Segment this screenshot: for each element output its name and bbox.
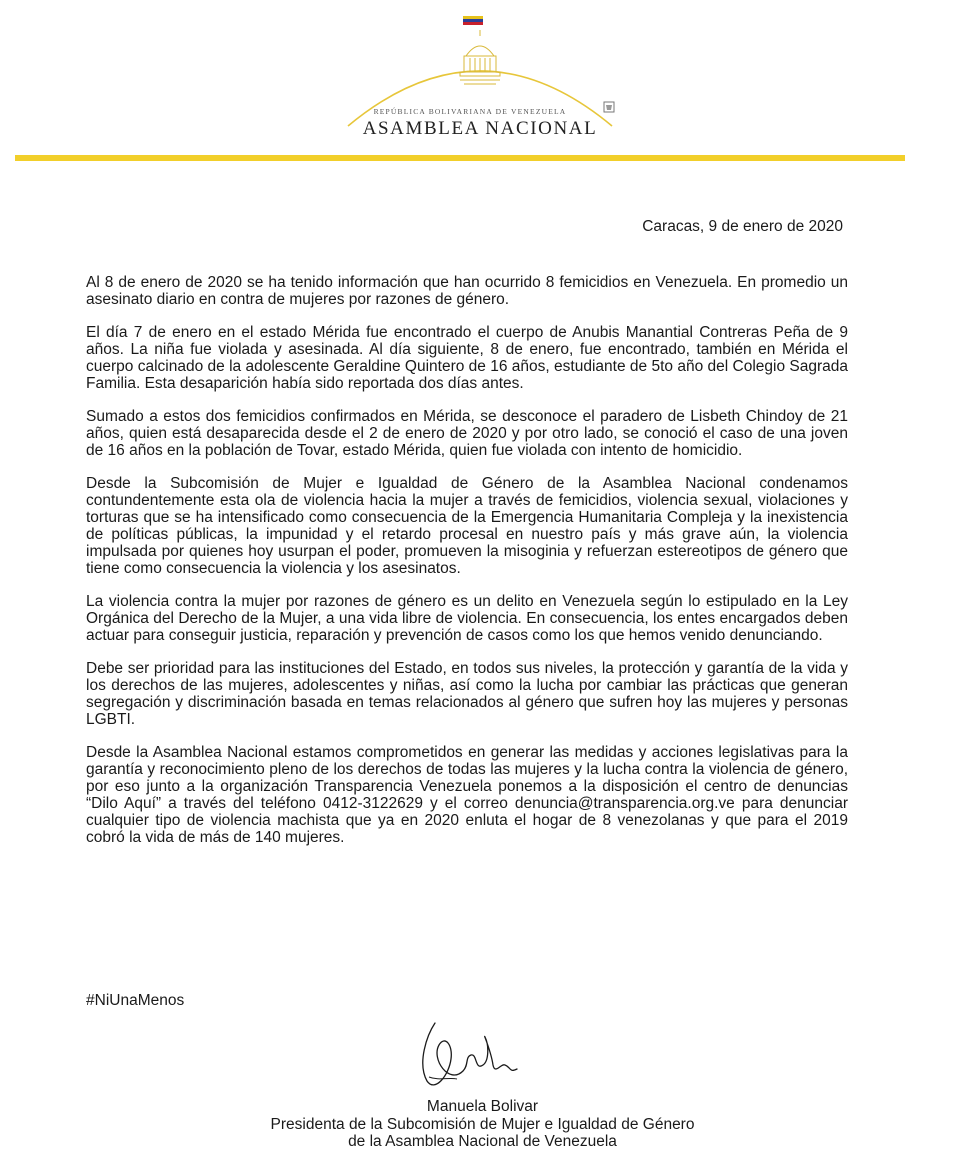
coat-of-arms-icon xyxy=(603,101,615,113)
paragraph: Desde la Asamblea Nacional estamos comprometidos en generar las medidas y acciones legislativas para la garantía y reconocimiento pleno de los derechos de todas las mujeres y la lucha contra la violencia de género, por eso junto a la organización Transparencia Venezuela ponemos a la disposición el centro de denuncias “Dilo Aquí” a través del teléfono 0412-3122629 y el correo denuncia@transparencia.org.ve para denunciar cualquier tipo de violencia machista que ya en 2020 enluta el hogar de 8 venezolanas y que para el 2019 cobró la vida de más de 140 mujeres. xyxy=(86,744,848,846)
signature-block xyxy=(0,1098,965,1151)
signer-title: Presidenta de la Subcomisión de Mujer e Igualdad de Género xyxy=(270,1115,695,1133)
signer-name: Manuela Bolivar xyxy=(426,1098,539,1115)
paragraph: Al 8 de enero de 2020 se ha tenido información que han ocurrido 8 femicidios en Venezuela. En promedio un asesinato diario en contra de mujeres por razones de género. xyxy=(86,274,848,308)
handwritten-signature xyxy=(405,1015,525,1095)
venezuela-flag-icon xyxy=(463,16,483,25)
hashtag: #NiUnaMenos xyxy=(86,992,185,1009)
institution-name: ASAMBLEA NACIONAL xyxy=(362,118,598,139)
paragraph: Debe ser prioridad para las instituciones del Estado, en todos sus niveles, la protección y garantía de la vida y los derechos de las mujeres, adolescentes y niñas, así como la lucha por cambiar las prácticas que generan segregación y discriminación basada en temas relacionados al género que sufren hoy las mujeres y personas LGBTI. xyxy=(86,660,848,728)
paragraph: La violencia contra la mujer por razones de género es un delito en Venezuela según lo estipulado en la Ley Orgánica del Derecho de la Mujer, a una vida libre de violencia. En consecuencia, los entes encargados deben actuar para conseguir justicia, reparación y prevención de casos como los que hemos venido denunciando. xyxy=(86,593,848,644)
paragraph: Sumado a estos dos femicidios confirmados en Mérida, se desconoce el paradero de Lisbeth Chindoy de 21 años, quien está desaparecida desde el 2 de enero de 2020 y por otro lado, se conoció el caso de una joven de 16 años en la población de Tovar, estado Mérida, quien fue violada con intento de homicidio. xyxy=(86,408,848,459)
paragraph: El día 7 de enero en el estado Mérida fue encontrado el cuerpo de Anubis Manantial Contreras Peña de 9 años. La niña fue violada y asesinada. Al día siguiente, 8 de enero, fue encontrado, también en Mérida el cuerpo calcinado de la adolescente Geraldine Quintero de 16 años, estudiante de 5to año del Colegio Sagrada Familia. Esta desaparición había sido reportada dos días antes. xyxy=(86,324,848,392)
letterhead xyxy=(0,0,965,170)
paragraph: Desde la Subcomisión de Mujer e Igualdad de Género de la Asamblea Nacional condenamos contundentemente esta ola de violencia hacia la mujer a través de femicidios, violencia sexual, violaciones y torturas que se ha intensificado como consecuencia de la Emergencia Humanitaria Compleja y la inexistencia de políticas públicas, la impunidad y el retardo procesal en nuestro país y más grave aún, la violencia impulsada por quienes hoy usurpan el poder, promueven la misoginia y refuerzan estereotipos de género que tiene como consecuencia la violencia y los asesinatos. xyxy=(86,475,848,577)
date-line: Caracas, 9 de enero de 2020 xyxy=(642,218,843,235)
header-divider xyxy=(15,155,905,161)
republic-line: REPÚBLICA BOLIVARIANA DE VENEZUELA xyxy=(373,107,567,116)
letter-body xyxy=(86,274,848,862)
signer-title-continued: de la Asamblea Nacional de Venezuela xyxy=(348,1133,617,1150)
